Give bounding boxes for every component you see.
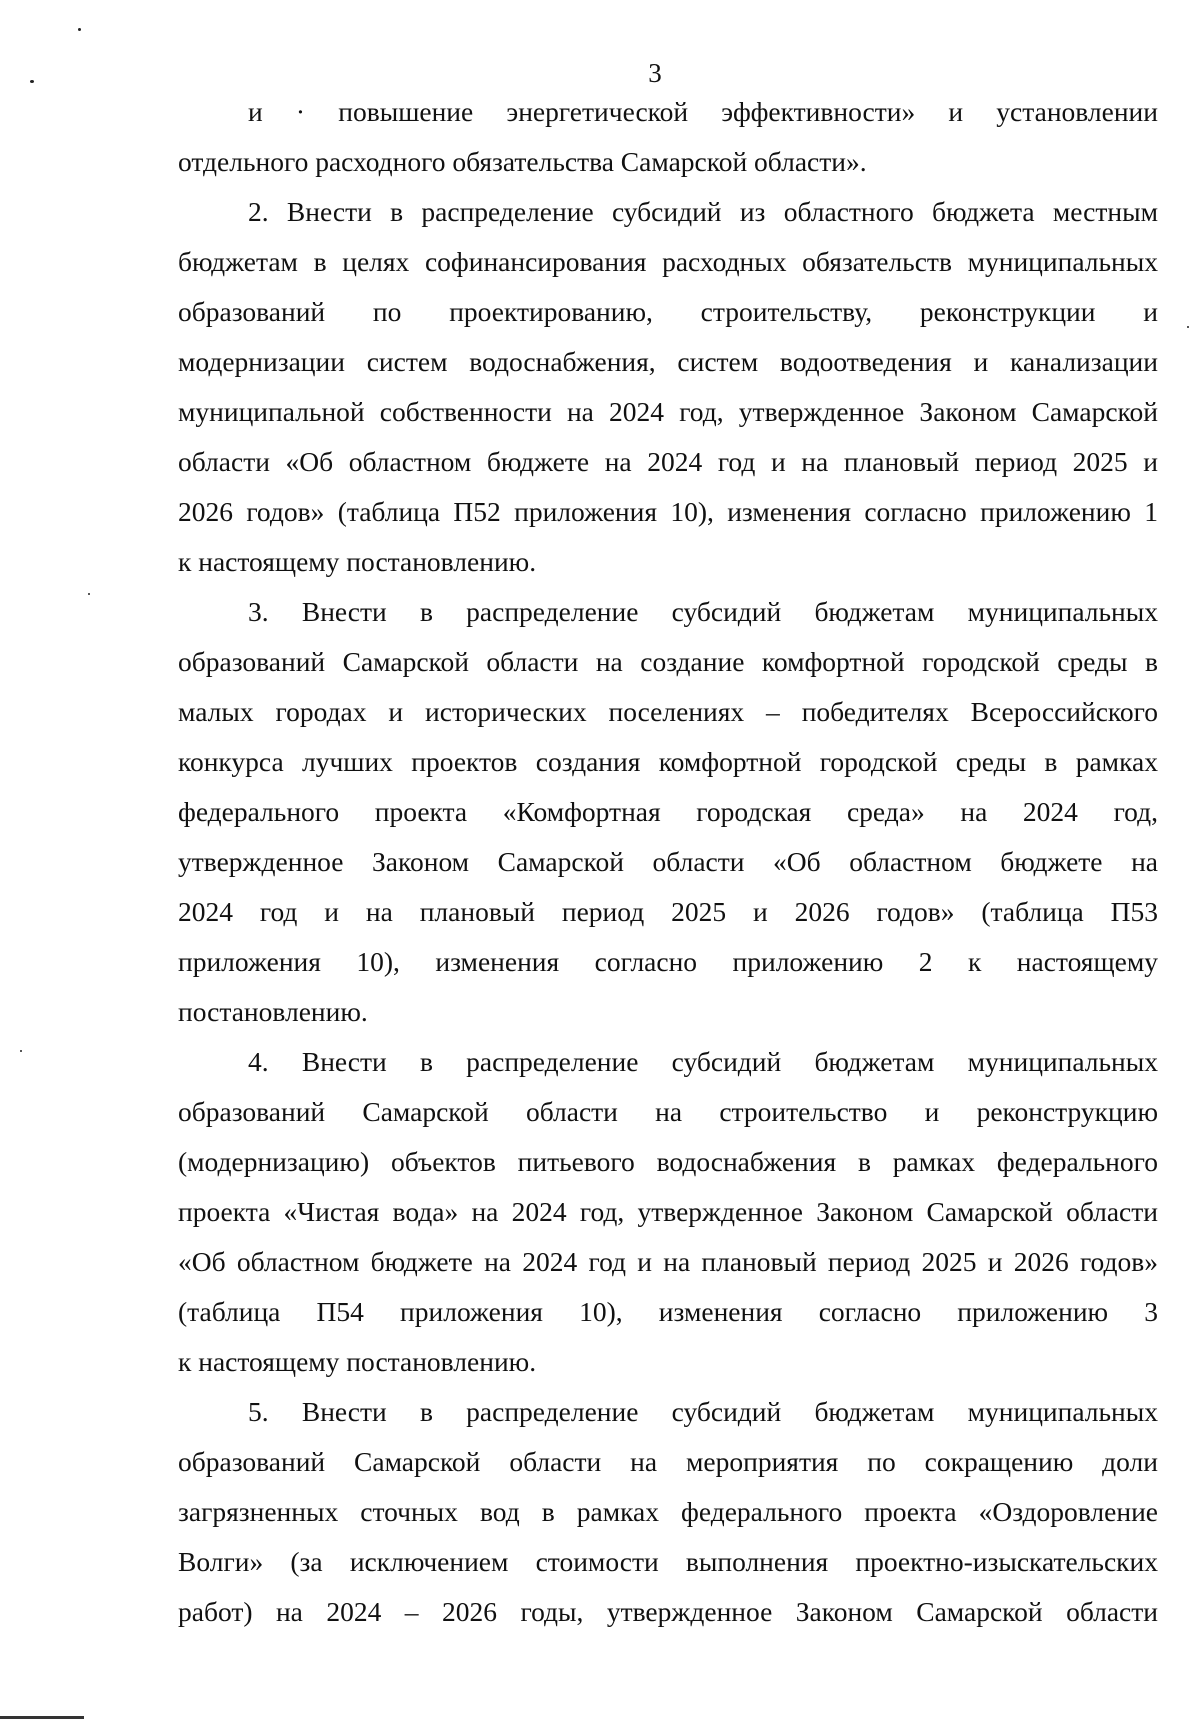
text-line: образований Самарской области на строительство и реконструкцию [178, 1096, 1158, 1127]
text-line: 2026 годов» (таблица П52 приложения 10), изменения согласно приложению 1 [178, 496, 1158, 527]
scan-speck [78, 28, 81, 31]
text-line: (таблица П54 приложения 10), изменения согласно приложению 3 [178, 1296, 1158, 1327]
text-line: модернизации систем водоснабжения, систем водоотведения и канализации [178, 346, 1158, 377]
text-line: образований Самарской области на мероприятия по сокращению доли [178, 1446, 1158, 1477]
scan-speck [1187, 326, 1189, 328]
text-line: конкурса лучших проектов создания комфортной городской среды в рамках [178, 746, 1158, 777]
text-line: постановлению. [178, 996, 368, 1027]
text-line: отдельного расходного обязательства Самарской области». [178, 146, 867, 177]
text-line: к настоящему постановлению. [178, 546, 537, 577]
scan-speck [88, 593, 90, 595]
text-line: проекта «Чистая вода» на 2024 год, утвержденное Законом Самарской области [178, 1196, 1158, 1227]
scan-speck [30, 80, 34, 83]
text-line: 4. Внести в распределение субсидий бюджетам муниципальных [248, 1046, 1158, 1077]
text-line: федерального проекта «Комфортная городская среда» на 2024 год, [178, 796, 1158, 827]
text-line: утвержденное Законом Самарской области «Об областном бюджете на [178, 846, 1158, 877]
text-line: работ) на 2024 – 2026 годы, утвержденное Законом Самарской области [178, 1596, 1158, 1627]
paragraph-continuation [178, 87, 1158, 187]
text-line: образований Самарской области на создание комфортной городской среды в [178, 646, 1158, 677]
text-line: 2. Внести в распределение субсидий из областного бюджета местным [248, 196, 1158, 227]
text-line: области «Об областном бюджете на 2024 год и на плановый период 2025 и [178, 446, 1158, 477]
text-line: 5. Внести в распределение субсидий бюджетам муниципальных [248, 1396, 1158, 1427]
scan-edge-line [0, 1716, 84, 1719]
document-body [178, 87, 1158, 1637]
paragraph-item-4 [178, 1037, 1158, 1387]
text-line: Волги» (за исключением стоимости выполнения проектно-изыскательских [178, 1546, 1158, 1577]
text-line: образований по проектированию, строительству, реконструкции и [178, 296, 1158, 327]
text-line: приложения 10), изменения согласно приложению 2 к настоящему [178, 946, 1158, 977]
paragraph-item-2 [178, 187, 1158, 587]
text-line: 2024 год и на плановый период 2025 и 2026 годов» (таблица П53 [178, 896, 1158, 927]
text-line: малых городах и исторических поселениях – победителях Всероссийского [178, 696, 1158, 727]
paragraph-item-5 [178, 1387, 1158, 1637]
text-line: (модернизацию) объектов питьевого водоснабжения в рамках федерального [178, 1146, 1158, 1177]
text-line: загрязненных сточных вод в рамках федерального проекта «Оздоровление [178, 1496, 1158, 1527]
scan-speck [20, 1050, 22, 1052]
text-line: «Об областном бюджете на 2024 год и на плановый период 2025 и 2026 годов» [178, 1246, 1158, 1277]
page-number: 3 [648, 58, 662, 88]
text-line: 3. Внести в распределение субсидий бюджетам муниципальных [248, 596, 1158, 627]
text-line: бюджетам в целях софинансирования расходных обязательств муниципальных [178, 246, 1158, 277]
text-line: муниципальной собственности на 2024 год, утвержденное Законом Самарской [178, 396, 1158, 427]
text-line: к настоящему постановлению. [178, 1346, 537, 1377]
text-line: и · повышение энергетической эффективности» и установлении [248, 96, 1158, 127]
paragraph-item-3 [178, 587, 1158, 1037]
